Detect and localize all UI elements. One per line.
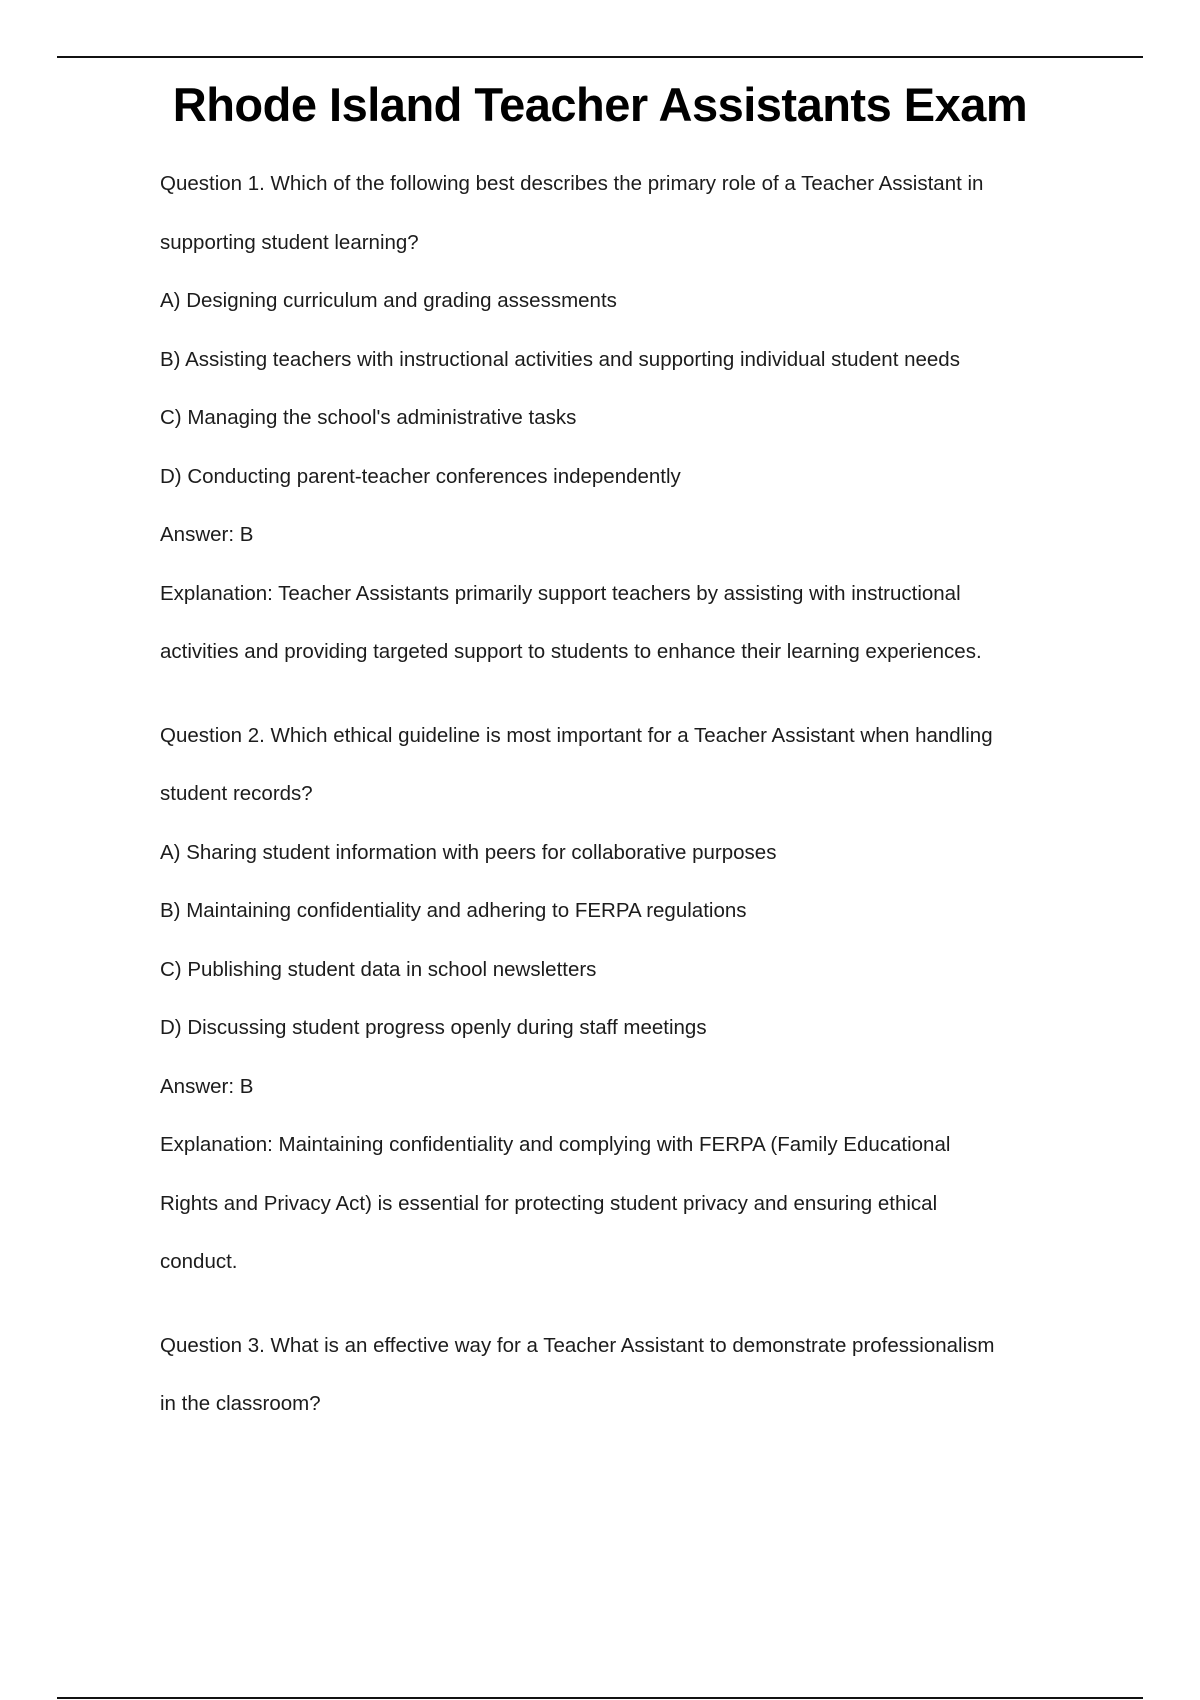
question-2-explanation-line-3: conduct. [160,1250,238,1273]
question-2-explanation-line-2: Rights and Privacy Act) is essential for protecting student privacy and ensuring ethical [160,1191,938,1215]
question-1-explanation-line-1: Explanation: Teacher Assistants primarily support teachers by assisting with instructional [160,581,961,605]
question-2-text-line-1: Question 2. Which ethical guideline is most important for a Teacher Assistant when handling [160,723,993,747]
question-1 [160,155,1100,682]
question-2-option-a: A) Sharing student information with peers for collaborative purposes [160,840,777,864]
question-1-option-b: B) Assisting teachers with instructional activities and supporting individual student needs [160,347,960,371]
document-title: Rhode Island Teacher Assistants Exam [172,78,1028,131]
question-1-option-a: A) Designing curriculum and grading assessments [160,289,617,312]
question-2 [160,707,1100,1292]
question-2-explanation-line-1: Explanation: Maintaining confidentiality and complying with FERPA (Family Educational [160,1133,951,1156]
document-body [160,155,1100,1434]
question-1-option-d: D) Conducting parent-teacher conferences independently [160,464,681,488]
question-3-text-line-1: Question 3. What is an effective way for a Teacher Assistant to demonstrate professionalism [160,1333,995,1357]
question-3 [160,1317,1100,1434]
question-1-text-line-1: Question 1. Which of the following best describes the primary role of a Teacher Assistant in [160,172,984,195]
question-2-answer: Answer: B [160,1074,254,1098]
question-1-option-c: C) Managing the school's administrative tasks [160,406,577,429]
question-1-text-line-2: supporting student learning? [160,230,419,254]
question-1-answer: Answer: B [160,523,254,546]
question-3-text-line-2: in the classroom? [160,1392,321,1415]
bottom-divider [57,1697,1143,1699]
question-2-option-c: C) Publishing student data in school newsletters [160,957,597,981]
question-2-option-d: D) Discussing student progress openly during staff meetings [160,1016,707,1039]
question-2-text-line-2: student records? [160,782,313,805]
top-divider [57,56,1143,58]
question-2-option-b: B) Maintaining confidentiality and adhering to FERPA regulations [160,899,747,922]
question-1-explanation-line-2: activities and providing targeted support to students to enhance their learning experiences. [160,640,982,663]
